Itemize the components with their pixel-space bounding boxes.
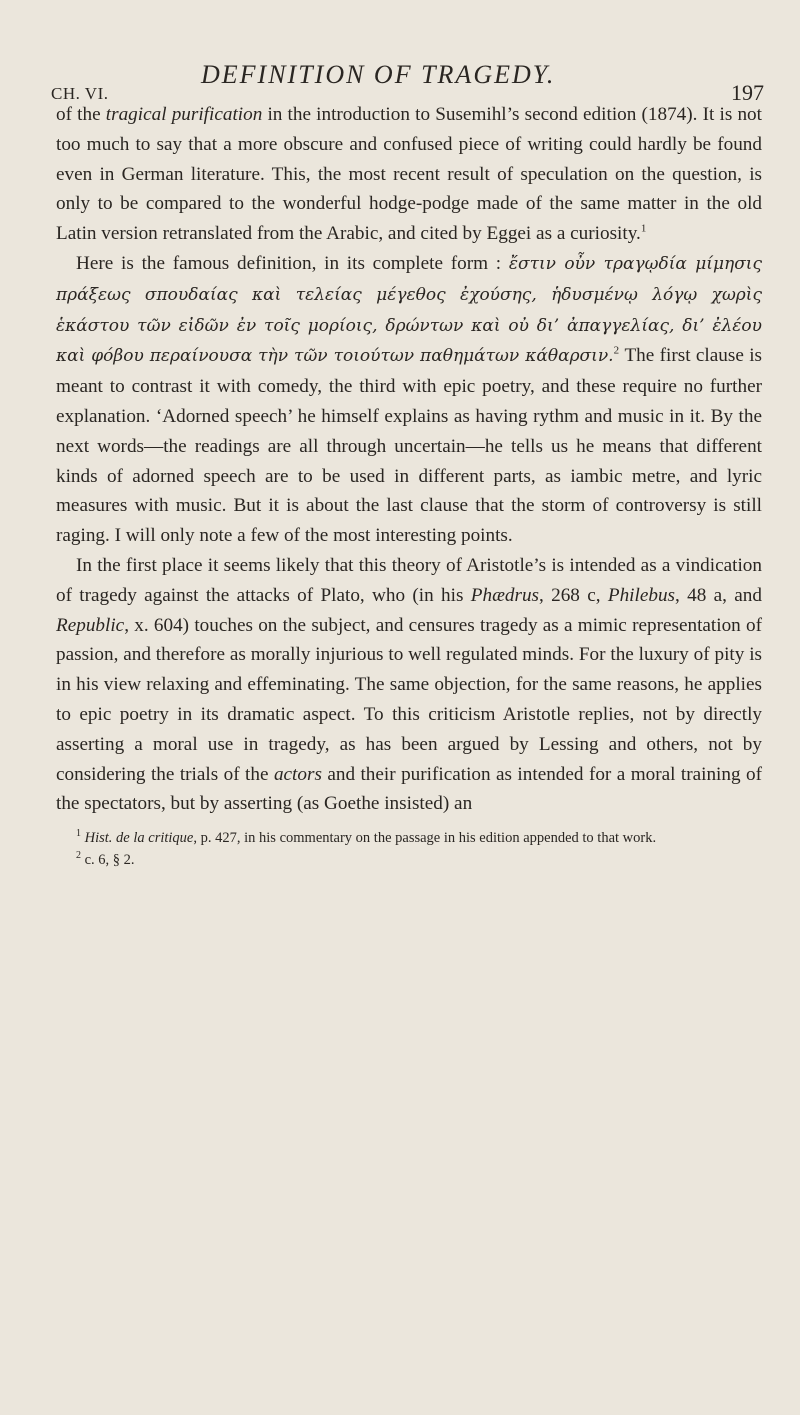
footnote-ref-2: 2 [613,344,620,357]
text-run: of the [56,104,106,125]
footnote-number: 1 [76,828,81,840]
page-title: DEFINITION OF TRAGEDY. [201,60,556,89]
footnote-ref-1: 1 [640,222,647,235]
emphasis: actors [273,763,322,785]
footnotes [56,825,762,869]
book-page [51,58,764,869]
text-run: in the introduction to Susemihl’s second edition (1874). It is not too much to say that a more obscure and confused piece of writing could hardly be found even in German literature. This, the most recent result of speculation on the question, is only to be compared to the wonderful hodge-podge made of the same matter in the old Latin version retranslated from the Arabic, and cited by Eggei as a curiosity. [56,104,762,245]
paragraph-3 [56,551,762,819]
text-run: In the first place it seems likely that this theory of Aristotle’s is intended as a vindication of tragedy against the attacks of Plato, who (in his [56,554,762,606]
text-run: c. 6, § 2. [84,851,135,868]
body-text [56,100,762,819]
text-run: Here is the famous definition, in its complete form : [76,252,509,274]
text-run: , 48 a, and [675,584,762,606]
paragraph-2 [56,249,762,551]
emphasis: Phædrus [470,584,539,606]
chapter-label: CH. VI. [51,84,109,103]
emphasis: tragical purification [105,104,263,125]
text-run: , p. 427, in his commentary on the passage in his edition appended to that work. [193,829,657,846]
text-run: , 268 c, [539,584,608,606]
emphasis: Hist. de la critique [84,829,194,846]
emphasis: Republic [56,614,125,636]
text-run: and their purification as intended for a moral training of the spectators, but by asserting (as Goethe insisted) an [56,763,762,815]
greek-definition: ἔστιν οὖν τραγῳδία μίμησις πράξεως σπουδαίας καὶ τελείας μέγεθος ἐχούσης, ἡδυσμένῳ λόγῳ χωρὶς ἑκάστου τῶν εἰδῶν ἐν τοῖς μορίοις, δρώντων καὶ οὐ δι’ ἀπαγγελίας, δι’ ἐλέου καὶ φόβου περαίνουσα τὴν τῶν τοιούτων παθημάτων κάθαρσιν. [56,253,762,367]
footnote-2 [56,847,762,869]
page-number: 197 [731,80,764,105]
paragraph-1 [56,100,762,249]
running-header [51,58,764,105]
footnote-number: 2 [76,849,81,861]
text-run: , x. 604) touches on the subject, and censures tragedy as a mimic representation of passion, and therefore as morally injurious to well regulated minds. For the luxury of pity is in his view relaxing and effeminating. The same objection, for the same reasons, he applies to epic poetry in its dramatic aspect. To this criticism Aristotle replies, not by directly asserting a moral use in tragedy, as has been argued by Lessing and others, not by considering the trials of the [56,614,762,785]
emphasis: Philebus [607,584,676,606]
text-run: The first clause is meant to contrast it with comedy, the third with epic poetry, and these require no further explanation. ‘Adorned speech’ he himself explains as having rythm and music in it. By the next words—the readings are all through uncertain—he tells us he means that different kinds of adorned speech are to be used in different parts, as iambic metre, and lyric measures with music. But it is about the last clause that the storm of controversy is still raging. I will only note a few of the most interesting points. [56,345,762,547]
footnote-1 [56,825,762,847]
